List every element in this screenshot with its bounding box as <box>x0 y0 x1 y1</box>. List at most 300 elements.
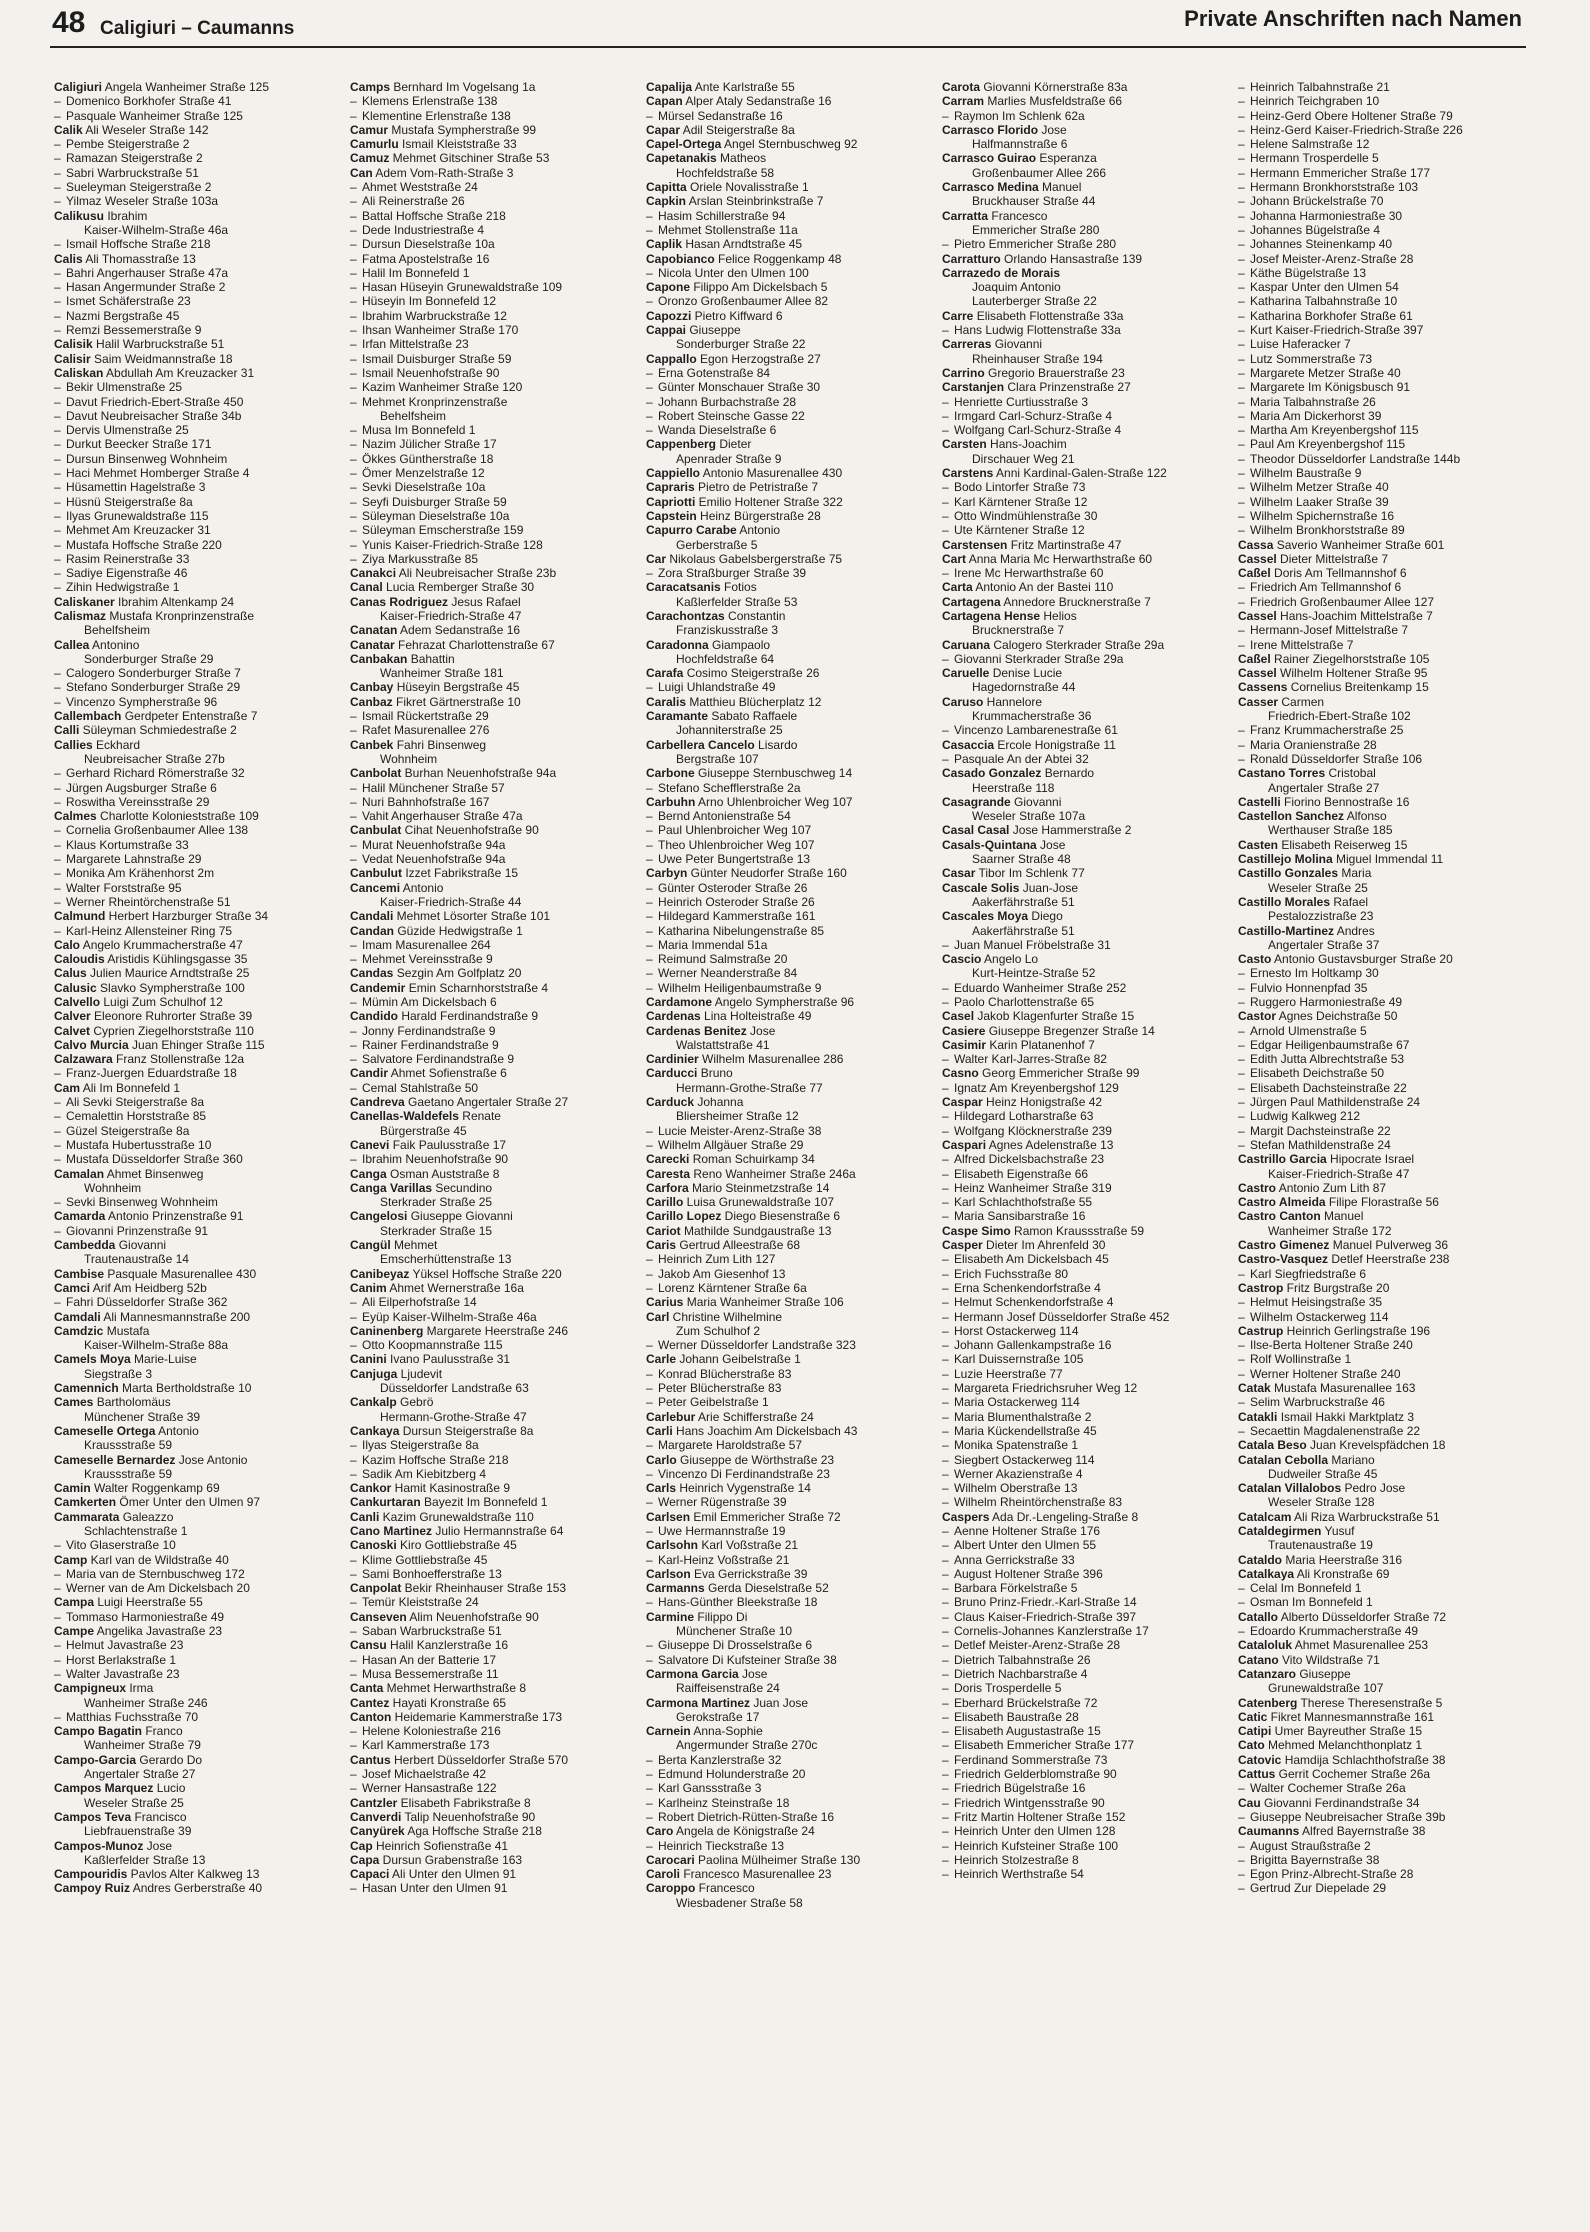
repeat-dash: – <box>1238 1095 1245 1110</box>
entry-details: Heinrich Werthstraße 54 <box>954 1867 1084 1882</box>
entry-surname: Canbulat <box>350 823 402 838</box>
entry-surname: Carbellera Cancelo <box>646 737 755 752</box>
directory-entry <box>350 223 634 237</box>
entry-details: Karlheinz Steinstraße 18 <box>658 1795 790 1810</box>
directory-entry <box>646 1767 930 1781</box>
directory-entry <box>1238 1066 1522 1080</box>
repeat-dash: – <box>54 180 61 195</box>
entry-details: Diego Biesenstraße 6 <box>721 1209 841 1224</box>
entry-details: Hermann Josef Düsseldorfer Straße 452 <box>954 1309 1170 1324</box>
directory-entry <box>54 1839 338 1853</box>
entry-details: Clara Prinzenstraße 27 <box>1004 380 1131 395</box>
entry-details: Bekir Ulmenstraße 25 <box>66 380 183 395</box>
repeat-dash: – <box>942 651 949 666</box>
directory-entry <box>1238 1252 1522 1266</box>
entry-continuation: Rheinhauser Straße 194 <box>972 351 1103 366</box>
entry-surname: Canton <box>350 1709 392 1724</box>
directory-entry <box>350 1881 634 1895</box>
entry-details: Margarete Metzer Straße 40 <box>1250 365 1401 380</box>
entry-details: Marta Bertholdstraße 10 <box>118 1381 252 1396</box>
directory-entry <box>646 209 930 223</box>
entry-details: Friedrich Großenbaumer Allee 127 <box>1250 594 1435 609</box>
directory-entry <box>350 380 634 394</box>
repeat-dash: – <box>350 423 357 438</box>
entry-details: Helene Salmstraße 12 <box>1250 137 1370 152</box>
entry-details: Alberto Düsseldorfer Straße 72 <box>1278 1609 1447 1624</box>
entry-surname: Carstanjen <box>942 380 1005 395</box>
entry-surname: Camci <box>54 1280 91 1295</box>
directory-entry <box>1238 209 1522 223</box>
entry-details: Elisabeth Augustastraße 15 <box>954 1724 1101 1739</box>
entry-details: Egon Herzogstraße 27 <box>696 351 821 366</box>
directory-entry <box>350 1052 634 1066</box>
directory-entry <box>1238 1839 1522 1853</box>
entry-details: Marlies Musfeldstraße 66 <box>984 94 1123 109</box>
entry-details: Johann Geibelstraße 1 <box>676 1352 801 1367</box>
entry-surname: Carota <box>942 80 981 94</box>
entry-surname: Castro Gimenez <box>1238 1238 1330 1253</box>
repeat-dash: – <box>646 1552 653 1567</box>
repeat-dash: – <box>1238 1624 1245 1639</box>
entry-details: Friedrich Am Tellmannshof 6 <box>1250 580 1402 595</box>
directory-entry <box>54 1581 338 1595</box>
directory-entry <box>350 1038 634 1052</box>
directory-entry <box>942 1453 1226 1467</box>
repeat-dash: – <box>54 766 61 781</box>
directory-entry <box>350 151 634 165</box>
repeat-dash: – <box>54 1095 61 1110</box>
entry-surname: Cantzler <box>350 1795 398 1810</box>
entry-surname: Castellon Sanchez <box>1238 809 1345 824</box>
directory-entry <box>1238 795 1522 809</box>
entry-details: Giuseppe de Wörthstraße 23 <box>676 1452 835 1467</box>
directory-entry <box>54 1667 338 1681</box>
directory-entry <box>942 94 1226 108</box>
entry-details: Luzie Heerstraße 77 <box>954 1366 1063 1381</box>
entry-details: Helene Koloniestraße 216 <box>362 1724 501 1739</box>
directory-entry <box>646 895 930 909</box>
entry-details: Irene Mc Herwarthstraße 60 <box>954 566 1104 581</box>
directory-entry <box>54 452 338 466</box>
directory-entry <box>54 738 338 752</box>
repeat-dash: – <box>646 952 653 967</box>
entry-details: Gaetano Angertaler Straße 27 <box>404 1095 569 1110</box>
repeat-dash: – <box>54 1123 61 1138</box>
directory-entry <box>1238 924 1522 938</box>
entry-details: Maria Wanheimer Straße 106 <box>683 1295 844 1310</box>
directory-entry <box>942 1281 1226 1295</box>
repeat-dash: – <box>646 1252 653 1267</box>
repeat-dash: – <box>1238 1423 1245 1438</box>
entry-details: Giovanni Körnerstraße 83a <box>980 80 1128 94</box>
repeat-dash: – <box>942 1695 949 1710</box>
entry-details: Matheos <box>716 151 767 166</box>
directory-entry <box>54 1553 338 1567</box>
entry-details: Paul Uhlenbroicher Weg 107 <box>658 823 812 838</box>
entry-details: Heinz-Gerd Kaiser-Friedrich-Straße 226 <box>1250 122 1463 137</box>
entry-details: Ali Weseler Straße 142 <box>82 122 209 137</box>
directory-entry <box>350 1066 634 1080</box>
entry-continuation: Raiffeisenstraße 24 <box>676 1681 780 1696</box>
entry-details: Franz Stollenstraße 12a <box>112 1052 245 1067</box>
directory-entry <box>646 252 930 266</box>
directory-entry <box>942 1009 1226 1023</box>
repeat-dash: – <box>54 1652 61 1667</box>
entry-details: Pietro de Petristraße 7 <box>694 480 819 495</box>
repeat-dash: – <box>942 108 949 123</box>
repeat-dash: – <box>942 937 949 952</box>
repeat-dash: – <box>350 1781 357 1796</box>
entry-details: Giovanni <box>991 337 1043 352</box>
repeat-dash: – <box>646 1809 653 1824</box>
directory-entry <box>1238 109 1522 123</box>
directory-entry <box>1238 395 1522 409</box>
entry-surname: Castano Torres <box>1238 766 1326 781</box>
directory-entry <box>942 1553 1226 1567</box>
entry-details: Süleyman Schmiedestraße 2 <box>79 723 237 738</box>
directory-entry <box>646 766 930 780</box>
entry-details: Cristobal <box>1325 766 1376 781</box>
entry-details: Roswitha Vereinsstraße 29 <box>66 794 210 809</box>
name-range: Caligiuri – Caumanns <box>100 18 295 39</box>
directory-entry <box>942 695 1226 709</box>
entry-continuation: Kaßlerfelder Straße 13 <box>84 1852 206 1867</box>
entry-details: Mehmet Vereinsstraße 9 <box>362 952 493 967</box>
entry-surname: Capel-Ortega <box>646 137 722 152</box>
directory-entry <box>350 1267 634 1281</box>
repeat-dash: – <box>54 1566 61 1581</box>
entry-details: Francesco Masurenallee 23 <box>680 1867 832 1882</box>
entry-surname: Canini <box>350 1352 387 1367</box>
directory-entry <box>942 523 1226 537</box>
entry-details: August Holtener Straße 396 <box>954 1566 1103 1581</box>
entry-details: Halil Münchener Straße 57 <box>362 780 505 795</box>
directory-entry <box>942 1595 1226 1609</box>
directory-entry <box>350 881 634 895</box>
directory-entry <box>646 1209 930 1223</box>
entry-details: Jose <box>143 1838 173 1853</box>
entry-details: Yüksel Hoffsche Straße 220 <box>409 1266 562 1281</box>
entry-details: Ahmet Sofienstraße 6 <box>388 1066 507 1081</box>
directory-entry <box>54 1881 338 1895</box>
entry-details: Cosimo Steigerstraße 26 <box>683 666 820 681</box>
entry-details: Anna-Sophie <box>690 1724 763 1739</box>
repeat-dash: – <box>350 1566 357 1581</box>
directory-entry <box>350 452 634 466</box>
entry-continuation: Werthauser Straße 185 <box>1268 823 1393 838</box>
directory-entry <box>942 580 1226 594</box>
directory-entry <box>1238 137 1522 151</box>
directory-entry <box>1238 194 1522 208</box>
entry-details: Adem Vom-Rath-Straße 3 <box>372 165 514 180</box>
repeat-dash: – <box>1238 251 1245 266</box>
directory-entry <box>54 123 338 137</box>
entry-details: Pasquale Wanheimer Straße 125 <box>66 108 243 123</box>
entry-details: Helmut Schenkendorfstraße 4 <box>954 1295 1114 1310</box>
directory-entry <box>54 838 338 852</box>
entry-continuation: Johanniterstraße 25 <box>676 723 783 738</box>
directory-entry <box>1238 1753 1522 1767</box>
entry-surname: Capa <box>350 1852 380 1867</box>
entry-details: Miguel Immendal 11 <box>1332 852 1444 867</box>
repeat-dash: – <box>942 1323 949 1338</box>
entry-details: Ahmet Binsenweg <box>104 1166 204 1181</box>
repeat-dash: – <box>1238 351 1245 366</box>
repeat-dash: – <box>1238 1123 1245 1138</box>
entry-details: Jakob Klagenfurter Straße 15 <box>974 1009 1135 1024</box>
entry-details: Heinrich Kufsteiner Straße 100 <box>954 1838 1119 1853</box>
repeat-dash: – <box>350 995 357 1009</box>
entry-surname: Capraris <box>646 480 695 495</box>
directory-entry <box>1238 566 1522 580</box>
repeat-dash: – <box>54 323 61 338</box>
entry-details: Heinrich Teichgraben 10 <box>1250 94 1380 109</box>
repeat-dash: – <box>1238 1066 1245 1081</box>
directory-entry <box>646 666 930 680</box>
directory-entry <box>646 966 930 980</box>
repeat-dash: – <box>942 408 949 423</box>
directory-entry <box>350 1438 634 1452</box>
entry-details: Durkut Beecker Straße 171 <box>66 437 212 452</box>
directory-entry <box>942 1681 1226 1695</box>
directory-entry <box>350 1338 634 1352</box>
repeat-dash: – <box>942 1566 949 1581</box>
repeat-dash: – <box>942 1409 949 1424</box>
repeat-dash: – <box>54 852 61 867</box>
entry-details: Karl Schlachthofstraße 55 <box>954 1195 1093 1210</box>
entry-surname: Cassa <box>1238 537 1274 552</box>
repeat-dash: – <box>646 837 653 852</box>
repeat-dash: – <box>350 494 357 509</box>
directory-entry <box>1238 1024 1522 1038</box>
repeat-dash: – <box>54 480 61 495</box>
directory-entry <box>350 94 634 108</box>
entry-surname: Cangelosi <box>350 1209 408 1224</box>
directory-entry <box>54 1281 338 1295</box>
directory-entry <box>54 1638 338 1652</box>
entry-details: Emilio Holtener Straße 322 <box>695 494 843 509</box>
entry-surname: Carecki <box>646 1152 690 1167</box>
repeat-dash: – <box>350 551 357 566</box>
entry-details: Egon Prinz-Albrecht-Straße 28 <box>1250 1867 1414 1882</box>
directory-entry <box>54 595 338 609</box>
entry-surname: Casser <box>1238 694 1279 709</box>
directory-entry <box>646 509 930 523</box>
repeat-dash: – <box>350 809 357 824</box>
entry-continuation: Sonderburger Straße 29 <box>84 651 214 666</box>
directory-entry <box>1238 323 1522 337</box>
directory-entry <box>646 1410 930 1424</box>
repeat-dash: – <box>1238 423 1245 438</box>
entry-details: Eva Gerrickstraße 39 <box>690 1566 808 1581</box>
entry-surname: Caspar <box>942 1095 983 1110</box>
directory-entry <box>350 309 634 323</box>
directory-entry <box>350 266 634 280</box>
repeat-dash: – <box>350 437 357 452</box>
directory-entry <box>646 866 930 880</box>
entry-details: Heinrich Tieckstraße 13 <box>658 1838 785 1853</box>
repeat-dash: – <box>646 222 653 237</box>
directory-entry <box>54 924 338 938</box>
directory-entry <box>350 924 634 938</box>
entry-details: Ismail Duisburger Straße 59 <box>362 351 512 366</box>
entry-continuation: Liebfrauenstraße 39 <box>84 1824 192 1839</box>
entry-surname: Campo-Garcia <box>54 1752 137 1767</box>
directory-entry <box>1238 1352 1522 1366</box>
directory-entry <box>1238 1438 1522 1452</box>
entry-details: Alim Neuenhofstraße 90 <box>406 1609 539 1624</box>
entry-surname: Catak <box>1238 1381 1271 1396</box>
entry-details: Battal Hoffsche Straße 218 <box>362 208 506 223</box>
directory-entry <box>646 266 930 280</box>
entry-details: Maria Oranienstraße 28 <box>1250 737 1377 752</box>
repeat-dash: – <box>1238 1109 1245 1124</box>
directory-entry <box>54 1424 338 1438</box>
entry-details: Zora Straßburger Straße 39 <box>658 566 807 581</box>
entry-continuation: Angertaler Straße 37 <box>1268 937 1380 952</box>
directory-entry <box>54 366 338 380</box>
entry-details: Detlef Heerstraße 238 <box>1328 1252 1450 1267</box>
entry-details: Klaus Kortumstraße 33 <box>66 837 189 852</box>
repeat-dash: – <box>1238 466 1245 481</box>
entry-surname: Caumanns <box>1238 1824 1300 1839</box>
entry-details: Reimund Salmstraße 20 <box>658 952 788 967</box>
directory-entry <box>350 1495 634 1509</box>
repeat-dash: – <box>646 294 653 309</box>
entry-details: Ibrahim Neuenhofstraße 90 <box>362 1152 509 1167</box>
entry-details: Heinz Bürgerstraße 28 <box>696 508 821 523</box>
directory-entry <box>54 509 338 523</box>
directory-entry <box>646 437 930 451</box>
directory-entry <box>54 1052 338 1066</box>
entry-surname: Canal <box>350 580 383 595</box>
entry-surname: Catanzaro <box>1238 1666 1297 1681</box>
entry-details: Pembe Steigerstraße 2 <box>66 137 190 152</box>
entry-surname: Carlsen <box>646 1509 691 1524</box>
entry-details: Antonio <box>400 880 444 895</box>
directory-entry <box>1238 995 1522 1009</box>
directory-entry <box>942 495 1226 509</box>
entry-surname: Canatan <box>350 623 398 638</box>
repeat-dash: – <box>942 1481 949 1496</box>
directory-entry <box>646 995 930 1009</box>
directory-entry <box>1238 237 1522 251</box>
entry-continuation: Bürgerstraße 45 <box>380 1123 467 1138</box>
entry-continuation: Kraussstraße 59 <box>84 1466 173 1481</box>
entry-surname: Canjuga <box>350 1366 398 1381</box>
repeat-dash: – <box>942 1824 949 1839</box>
repeat-dash: – <box>1238 137 1245 152</box>
directory-entry <box>350 966 634 980</box>
directory-entry <box>942 666 1226 680</box>
entry-surname: Canbakan <box>350 651 408 666</box>
repeat-dash: – <box>54 194 61 209</box>
entry-details: Fahri Binsenweg <box>393 737 487 752</box>
repeat-dash: – <box>1238 365 1245 380</box>
entry-continuation: Emmericher Straße 280 <box>972 222 1100 237</box>
repeat-dash: – <box>942 1280 949 1295</box>
entry-surname: Candido <box>350 1009 398 1024</box>
repeat-dash: – <box>942 423 949 438</box>
entry-details: Helmut Heisingstraße 35 <box>1250 1295 1383 1310</box>
directory-entry <box>646 1839 930 1853</box>
directory-entry <box>942 180 1226 194</box>
entry-surname: Canbaz <box>350 694 393 709</box>
entry-surname: Cansu <box>350 1638 387 1653</box>
entry-surname: Carbuhn <box>646 794 696 809</box>
entry-surname: Canga Varillas <box>350 1180 433 1195</box>
directory-entry <box>350 1095 634 1109</box>
entry-details: Karl Voßstraße 21 <box>698 1538 799 1553</box>
entry-surname: Calo <box>54 937 81 952</box>
directory-entry <box>942 1567 1226 1581</box>
entry-details: Fritz Martin Holtener Straße 152 <box>954 1809 1126 1824</box>
entry-surname: Caro <box>646 1824 674 1839</box>
directory-entry <box>350 795 634 809</box>
repeat-dash: – <box>1238 1023 1245 1038</box>
entry-details: Manuel <box>1038 180 1082 195</box>
repeat-dash: – <box>1238 1052 1245 1067</box>
entry-details: Ivano Paulusstraße 31 <box>386 1352 511 1367</box>
directory-entry <box>646 1610 930 1624</box>
repeat-dash: – <box>54 794 61 809</box>
entry-details: Vito Wildstraße 71 <box>1278 1652 1380 1667</box>
repeat-dash: – <box>54 580 61 595</box>
repeat-dash: – <box>54 880 61 895</box>
repeat-dash: – <box>350 794 357 809</box>
directory-entry <box>1238 1195 1522 1209</box>
entry-details: Ercole Honigstraße 11 <box>994 737 1116 752</box>
entry-details: Josef Meister-Arenz-Straße 28 <box>1250 251 1414 266</box>
entry-surname: Campa <box>54 1595 95 1610</box>
entry-details: Edith Jutta Albrechtstraße 53 <box>1250 1052 1405 1067</box>
entry-details: August Straußstraße 2 <box>1250 1838 1371 1853</box>
directory-entry <box>54 995 338 1009</box>
entry-details: Wilhelm Ostackerweg 114 <box>1250 1309 1389 1324</box>
directory-entry <box>646 1238 930 1252</box>
repeat-dash: – <box>942 1266 949 1281</box>
entry-continuation: Pestalozzistraße 23 <box>1268 909 1374 924</box>
entry-details: Friedrich Wintgensstraße 90 <box>954 1795 1105 1810</box>
entry-details: Maria Sansibarstraße 16 <box>954 1209 1086 1224</box>
repeat-dash: – <box>646 1795 653 1810</box>
entry-details: Matthias Fuchsstraße 70 <box>66 1709 199 1724</box>
entry-details: Gerda Dieselstraße 52 <box>704 1581 829 1596</box>
repeat-dash: – <box>942 1352 949 1367</box>
directory-entry <box>350 781 634 795</box>
entry-details: Karin Platanenhof 7 <box>986 1037 1095 1052</box>
entry-details: Jürgen Paul Mathildenstraße 24 <box>1250 1095 1421 1110</box>
entry-details: Heinrich Sofienstraße 41 <box>372 1838 509 1853</box>
entry-surname: Castro Almeida <box>1238 1195 1326 1210</box>
entry-details: Hüsnü Steigerstraße 8a <box>66 494 193 509</box>
entry-details: Cornelius Breitenkamp 15 <box>1287 680 1429 695</box>
entry-details: Giuseppe Sternbuschweg 14 <box>694 766 853 781</box>
entry-surname: Carlsohn <box>646 1538 699 1553</box>
entry-details: Ali Neubreisacher Straße 23b <box>396 566 557 581</box>
entry-details: Fahri Düsseldorfer Straße 362 <box>66 1295 228 1310</box>
entry-surname: Caßel <box>1238 651 1271 666</box>
directory-entry <box>1238 966 1522 980</box>
directory-entry <box>1238 280 1522 294</box>
repeat-dash: – <box>350 1295 357 1310</box>
page-header <box>50 2 1526 48</box>
entry-details: Erna Schenkendorfstraße 4 <box>954 1280 1101 1295</box>
entry-surname: Campouridis <box>54 1867 128 1882</box>
entry-surname: Carius <box>646 1295 684 1310</box>
entry-details: Irene Mittelstraße 7 <box>1250 637 1354 652</box>
entry-details: Mustafa Hubertusstraße 10 <box>66 1137 212 1152</box>
